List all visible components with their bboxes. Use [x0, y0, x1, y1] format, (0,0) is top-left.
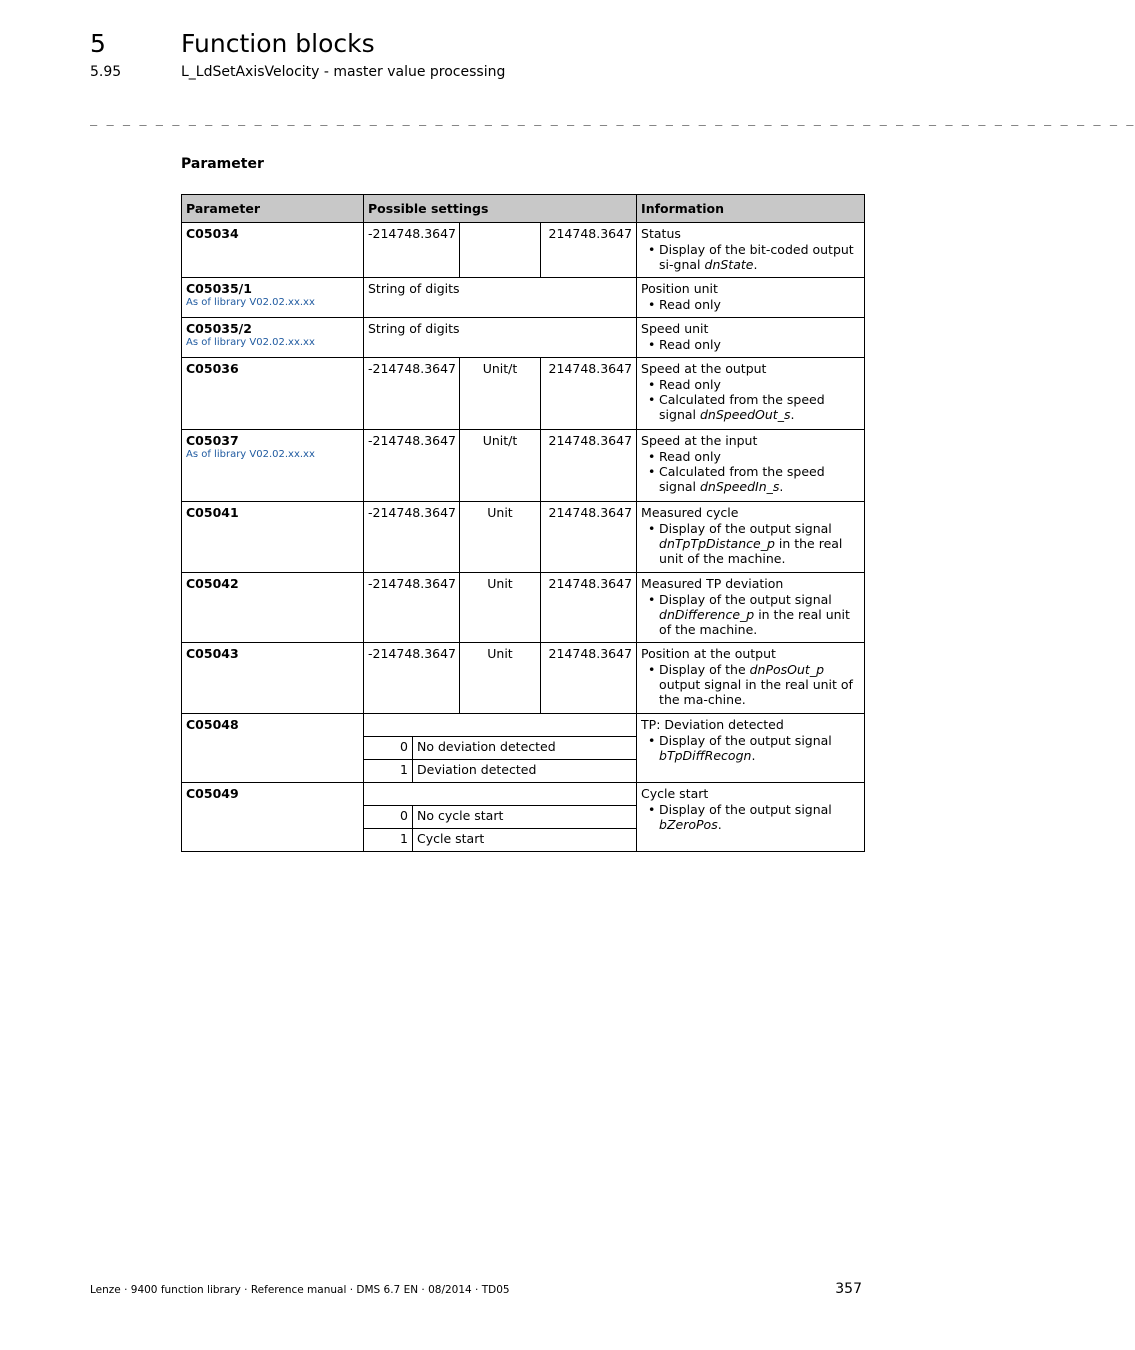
table-header-row [182, 195, 865, 223]
param-cell [182, 714, 364, 783]
info-bullet: • Read only [659, 297, 860, 312]
info-cell [637, 430, 865, 502]
min-cell: -214748.3647 [364, 430, 460, 502]
param-cell [182, 358, 364, 430]
info-title: Position unit [641, 281, 718, 296]
max-cell: 214748.3647 [541, 643, 637, 714]
max-cell: 214748.3647 [541, 223, 637, 278]
info-bullet [659, 733, 860, 763]
footer-text: Lenze · 9400 function library · Reference manual · DMS 6.7 EN · 08/2014 · TD05 [90, 1284, 510, 1296]
unit-cell: Unit [460, 643, 541, 714]
info-bullets [641, 733, 860, 763]
bullet-text: Display of the output signal [659, 592, 832, 607]
bullet-text: . [779, 479, 784, 494]
setting-cell [364, 783, 637, 806]
param-cell [182, 502, 364, 573]
bullet-text: . [751, 748, 756, 763]
info-title: Status [641, 226, 681, 241]
unit-cell: Unit/t [460, 430, 541, 502]
table-row [182, 430, 865, 502]
library-note: As of library V02.02.xx.xx [186, 337, 315, 348]
param-cell [182, 223, 364, 278]
bullet-text: in the real unit of the machine. [659, 536, 843, 566]
param-code: C05043 [186, 646, 239, 661]
page-number: 357 [835, 1281, 862, 1297]
info-bullet [659, 242, 860, 272]
table-row [182, 643, 865, 714]
bullet-text: Calculated from the speed signal [659, 392, 825, 422]
param-code: C05034 [186, 226, 239, 241]
table-row [182, 358, 865, 430]
info-cell [637, 318, 865, 358]
min-cell: -214748.3647 [364, 502, 460, 573]
info-cell [637, 223, 865, 278]
signal-name: dnTpTpDistance_p [659, 536, 775, 551]
option-label: Cycle start [413, 829, 637, 852]
table-row [182, 223, 865, 278]
min-cell: -214748.3647 [364, 573, 460, 643]
table-row [182, 573, 865, 643]
option-value: 1 [364, 829, 413, 852]
option-value: 1 [364, 760, 413, 783]
library-note: As of library V02.02.xx.xx [186, 297, 315, 308]
header-divider: _ _ _ _ _ _ _ _ _ _ _ _ _ _ _ _ _ _ _ _ _ _ _ _ _ _ _ _ _ _ _ _ _ _ _ _ _ _ _ _ _ _ _ _ _ _ _ _ _ _ _ _ _ _ _ _ _ _ _ _ _ _ _ _ [90, 112, 1135, 126]
info-bullets [641, 297, 860, 312]
param-code: C05042 [186, 576, 239, 591]
info-bullet [659, 521, 860, 566]
option-value: 0 [364, 806, 413, 829]
section-title: L_LdSetAxisVelocity - master value processing [181, 64, 506, 80]
setting-cell [364, 714, 637, 737]
info-title: TP: Deviation detected [641, 717, 784, 732]
info-bullets [641, 521, 860, 566]
header-possible-settings: Possible settings [364, 195, 637, 223]
parameter-table [181, 194, 865, 852]
min-cell: -214748.3647 [364, 223, 460, 278]
option-label: Deviation detected [413, 760, 637, 783]
param-cell [182, 318, 364, 358]
info-bullet: • Read only [659, 337, 860, 352]
param-code: C05036 [186, 361, 239, 376]
signal-name: dnState [704, 257, 754, 272]
bullet-text: output signal in the real unit of the ma-chine. [659, 677, 853, 707]
bullet-text: Display of the bit-coded output si-gnal [659, 242, 854, 272]
max-cell: 214748.3647 [541, 358, 637, 430]
info-cell [637, 358, 865, 430]
unit-cell: Unit/t [460, 358, 541, 430]
info-bullets [641, 242, 860, 272]
info-cell [637, 714, 865, 783]
bullet-text: Calculated from the speed signal [659, 464, 825, 494]
unit-cell: Unit [460, 573, 541, 643]
info-title: Speed at the output [641, 361, 767, 376]
signal-name: dnPosOut_p [749, 662, 825, 677]
info-bullet [659, 802, 860, 832]
signal-name: dnSpeedOut_s [700, 407, 791, 422]
table-row [182, 502, 865, 573]
setting-cell: String of digits [364, 318, 637, 358]
param-code: C05035/2 [186, 321, 252, 336]
info-cell [637, 278, 865, 318]
param-code: C05049 [186, 786, 239, 801]
info-cell [637, 783, 865, 852]
param-cell [182, 783, 364, 852]
param-code: C05037 [186, 433, 239, 448]
info-cell [637, 502, 865, 573]
max-cell: 214748.3647 [541, 573, 637, 643]
section-number: 5.95 [90, 64, 122, 80]
info-title: Position at the output [641, 646, 776, 661]
param-cell [182, 643, 364, 714]
param-cell [182, 573, 364, 643]
info-cell [637, 573, 865, 643]
bullet-text: Display of the output signal [659, 521, 832, 536]
param-code: C05048 [186, 717, 239, 732]
bullet-text: . [790, 407, 795, 422]
min-cell: -214748.3647 [364, 358, 460, 430]
max-cell: 214748.3647 [541, 430, 637, 502]
table-row [182, 318, 865, 358]
info-bullets [641, 662, 860, 707]
library-note: As of library V02.02.xx.xx [186, 449, 315, 460]
info-bullet [659, 464, 860, 494]
bullet-text: . [717, 817, 722, 832]
bullet-text: . [753, 257, 758, 272]
param-cell [182, 278, 364, 318]
info-bullet [659, 592, 860, 637]
signal-name: bTpDiffRecogn [659, 748, 752, 763]
info-bullet [659, 662, 860, 707]
info-bullet: • Read only [659, 377, 860, 392]
table-row [182, 278, 865, 318]
signal-name: bZeroPos [659, 817, 718, 832]
info-title: Speed at the input [641, 433, 758, 448]
bullet-text: Display of the [659, 662, 750, 677]
info-bullets [641, 377, 860, 422]
info-bullets [641, 592, 860, 637]
bullet-text: Display of the output signal [659, 733, 832, 748]
info-title: Measured cycle [641, 505, 739, 520]
info-bullets [641, 802, 860, 832]
info-title: Speed unit [641, 321, 709, 336]
info-bullets [641, 337, 860, 352]
max-cell: 214748.3647 [541, 502, 637, 573]
header-information: Information [637, 195, 865, 223]
signal-name: dnDifference_p [659, 607, 755, 622]
info-title: Cycle start [641, 786, 709, 801]
unit-cell [460, 223, 541, 278]
chapter-title: Function blocks [181, 29, 375, 58]
parameter-heading: Parameter [181, 156, 264, 172]
table-row [182, 714, 865, 737]
setting-cell: String of digits [364, 278, 637, 318]
param-code: C05041 [186, 505, 239, 520]
option-value: 0 [364, 737, 413, 760]
min-cell: -214748.3647 [364, 643, 460, 714]
bullet-text: in the real unit of the machine. [659, 607, 850, 637]
info-bullets [641, 449, 860, 494]
info-bullet [659, 392, 860, 422]
signal-name: dnSpeedIn_s [700, 479, 780, 494]
chapter-number: 5 [90, 29, 106, 58]
header-parameter: Parameter [182, 195, 364, 223]
info-title: Measured TP deviation [641, 576, 784, 591]
bullet-text: Display of the output signal [659, 802, 832, 817]
unit-cell: Unit [460, 502, 541, 573]
param-cell [182, 430, 364, 502]
option-label: No deviation detected [413, 737, 637, 760]
info-cell [637, 643, 865, 714]
param-code: C05035/1 [186, 281, 252, 296]
table-row [182, 783, 865, 806]
info-bullet: • Read only [659, 449, 860, 464]
option-label: No cycle start [413, 806, 637, 829]
